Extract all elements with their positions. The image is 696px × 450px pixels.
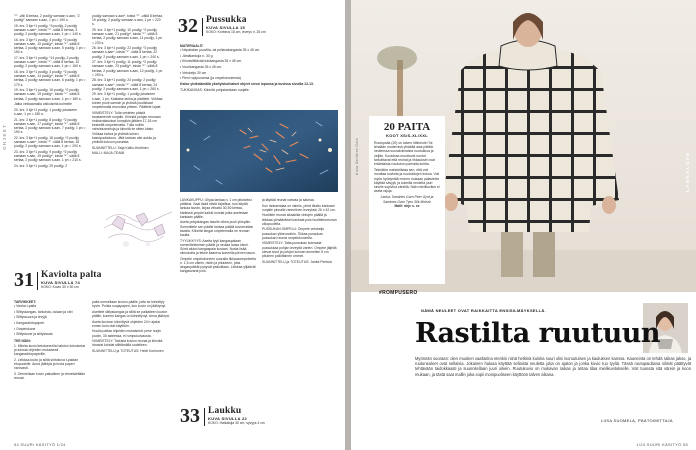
section-32-note: Katso yhdistämällä yksityiskohtaiset ohjeet sivun lopussa ja kuvissa sivuilla 12-13. (180, 82, 314, 87)
section-32-column-a (180, 198, 256, 320)
paragraph: 23. krs: 3 kjn+1 puolijy, 9 puolijy, *2 puolijy samaan s.aan, 19 puolijy*, toista "*" -väliä 8 kertaa, 2 puolijy samaan s.aan, 1 pn = 210 s. (14, 149, 82, 163)
paragraph: 19. krs: 3 kjn+1 puolijy, 16 puolijy, *2 puolijy samaan s.aan, 15 puolijy*, toista "*" -väliä 8 kertaa, 2 puolijy samaan s.aan, 1 pn = 180 s. (14, 88, 82, 101)
section-33-subtitle: KUVA SIVULLA 22 (208, 416, 248, 421)
item-description-2: Tekniikka mahdollistaa sen, että voit muuttaa kuvioita ja ruudukkojen kokoa. Voit myös hyödyntää monen mukaan palautetta käyttää sävyjä, ja kokeilla neuleita juuri sinulle sopivina väreillä. Näin mielikuvitus ei aseta rajoja. (374, 168, 440, 194)
section-33-header (208, 406, 338, 425)
paragraph: ja täyttää reunat vahvaa ja sakeaa. (262, 198, 315, 202)
paragraph: VIIMEISTELY: Taita pussukan kulmasta pussukkaa pohjan leveyttä varten. Ompele jäljellä olevat sivut ja pohjan kulmat ommellen 5 cm pituinen poikittainen ommel. (262, 241, 337, 258)
paragraph: PUSSUKAN OMPELU: Ompele vetoketju pussukan yläreunoihin. Tikkaa pussukan pussukan reunat ompelukoneella. (262, 227, 325, 240)
side-label-right: LANKALOVE (685, 151, 690, 192)
paragraph: • Silityssuora ja levyjä (14, 315, 47, 320)
paragraph: 17. krs: 3 kjn+1 puolijy, *14 puolijy, 2 puolijy samaan s.aan*, toista "*" -väliä 8 kertaa, 10 puolijy, 2 puolijy samaan s.aan, 1 pn = 160 s. (14, 56, 82, 69)
section-31-column-1 (14, 300, 88, 438)
paragraph: 2. Leikkaa kuvio ja silitä siirtokuva t-paidan etupuolelle. Anna jäähtyä ja irrota paperi varovasti. (14, 357, 79, 370)
right-page (351, 0, 696, 450)
item-sizes: KOOT XS/S-XL/XXL (386, 133, 428, 138)
teehan-heading: TEE NÄIN: (14, 339, 31, 344)
paragraph: MALLI: MAJA-TEAMI (92, 151, 125, 156)
tarvikkeet-list (14, 304, 88, 336)
paragraph: Aseta kuvioon kiinnittyvä ohjeiden 24 h ajaksi ennen kuin otat käyttöön. (92, 319, 161, 328)
tarvikkeet-heading: TARVIKKEET: (14, 300, 37, 304)
section-33-number: 33 (180, 405, 200, 427)
paragraph: Aseta pohjakangas tasolle oikea puoli ylöspäin. Sommittele sen päälle lankaa pätkiä toivomallasi tavalla. Kiinnitä langat ompelemalla ne reunan kautta. (180, 220, 253, 238)
section-32-title: Pussukka (206, 15, 247, 25)
paragraph: VIIMEISTELY: Tulla cestelen päistä taustamerivit nurjalle. Kiinnitä pohjan reunaan rinkkavalasokori kumpikin jättäen 17-18 cm keskeltä ompelematta. Tulla noihin vahvistusrahoja ja kiinnitä se sitten käsin. Virkkaa kahva ja yhdistä toisen kassipuoliskoon. Jätä kahvan alle aukko ja yhdistä kokoon punaista. (92, 110, 161, 145)
paragraph: • Ompelukone (14, 326, 36, 331)
section-32-number: 32 (178, 15, 198, 37)
instructions-column-1 (14, 14, 86, 264)
paragraph: 27. krs: 3 kjn+1 puolijy, 11 puolijy, *2 puolijy samaan s.aan, 23 puolijy*, toista "*" -väliä 8 kertaa, 2 puolijy samaan s.aan, 12 puolijy, 1 pn = 250 s. (92, 60, 163, 77)
item-description: Ruutupaita (20) on talven hittineule! Se lehdään modernisti ylhäältä alas pitkillä neuleessa suorakulmaista ruudukkoa ja neljän. Kuvioissa muuttuvat ruudut tarkoittavat että reuhat ja rikkaukset ovat eräänlaisia ruudukon parhaita kohtia. (374, 141, 435, 167)
paragraph: • Silityskangas, tarkoista, osiaan ja väri (14, 309, 73, 314)
paragraph: 28. krs: 3 kjn+1 puolijy, 24 puolijy, 2 puolijy samaan s.aan*, toista "*" -väliä 8 kertaa, 24 puolijy, 2 puolijy samaan s.aan, 1 pn = 260 s. (92, 78, 160, 91)
section-31-column-2 (92, 300, 170, 438)
paragraph: • Kangassiirtopaperi (14, 320, 45, 325)
paragraph: Huolla paitaa ohjeiden mukaisesti: pese nurjin puolin, 30 asteessa, ei rumpukuivausta. (92, 329, 161, 338)
paragraph: 16. krs: 3 kjn+1 puolijy, 4 puolijy, *2 puolijy samaan s.aan, 10 puolijy*, toista "*" -väliä 8 kertaa, 2 puolijy samaan s.aan, 5 puolijy, 1 pn = 150 s. (14, 37, 86, 55)
section-33-title: Laukku (208, 406, 242, 416)
paragraph: Asettele silityskangas ja silitä se paikalleen kuvion päälle, kunnes kangas on kiinnittynyt. Anna jäähtyä. (92, 309, 170, 318)
paragraph: Jatka virkkaamalla valkoisella kolmelle (14, 102, 72, 107)
teehan-list (14, 344, 88, 380)
paragraph: 26. krs: 3 kjn+1 puolijy, 22 puolijy, *2 puolijy samaan s.aan*, toista "*" -väliä 8 kertaa, 22 puolijy, 2 puolijy samaan s.aan, 1 pn = 240 s. (92, 46, 160, 59)
paragraph: 29. krs: 3 kjn+1 puolijy, 1 puolijy jokaiseen s.aan, 1 pn. Katkaise lanka ja päättele. Virkkaa toinen puoli samoin ja yhdistä puolikkaat ompelemalla reunoista yhteen. Päättele lojale. (92, 92, 163, 110)
paragraph: • Jämälankoja n. 30 g. (180, 53, 214, 58)
pouch-photo (180, 110, 338, 192)
paragraph: 3. Ommellaan kuvio paikalleen ja viimeistellään reunat. (14, 371, 86, 380)
left-page (0, 0, 345, 450)
paragraph: 24. krs: 3 kjn+1 puolijy, 29 puolijy, 2 (14, 163, 68, 168)
paragraph: • Silityskone ja silityslauta (14, 332, 53, 337)
section-32-column-b (262, 198, 338, 320)
paragraph: • Pieni rupipunansa (ja ompelukoneesta). (180, 76, 242, 81)
section-31-header (41, 270, 161, 289)
section-32-size: KOKO: Korkeus 18 cm, leveys n. 26 cm (206, 30, 266, 34)
paragraph: "*" -väli 8 kertaa, 2 puolijy samaan s.aan, "2 puolijy" samaan s.aan, 1 pn = 190 s. (14, 14, 80, 23)
yarn-credit: Lanka: Sandnes Garn Peer Gynt ja Sandnes Garn Tynn Silk Mohair (380, 195, 434, 204)
article-title: Rastilta ruutuun (415, 318, 660, 349)
right-folio: 1/24 SUURI KÄSITYÖ 55 (636, 442, 688, 447)
section-33-size: KOKO: Halkaisija 30 cm, syvyys 4 cm (208, 421, 265, 425)
fabric-note: TUKIKANGAS: Kiinnitä pohjakankaan nurjalle. (180, 87, 250, 92)
paragraph: SUUNNITTELU: Taija Kallio-Huhtinen (92, 145, 149, 150)
section-31-title: Kaviolta palta (41, 270, 102, 280)
pattern-ref: Malli: ohje s. xx (394, 203, 420, 208)
editorial-body: Myönnän suoraan: olen muotien vaaltarina etenkin niinä hetkinä kuinka suuri olisi isoruutuisen ja kauluksen kanssa. Kauneinta on tehdä raikas jakso, ja ruutuneuleet ovat sellaisia. Jokainen haluaa käyttää sellaista neuletta joka on ajaton ja jonka kuvio tuo tyyliä. Tässä ruutupaidassa silmät päättyvät tehtävään taidokkaasti ja suunnitellaan juuri oikein. Ruutukuvio on mukavan raikas ja antaa tilaa mielikuvitukselle. Voit tuunata sitä värein ja koon mukaan, ja tästä saat mallin joka sopii monipuoliseen käyttöön talven aikana. (415, 356, 691, 377)
paragraph: Huolitele reunat siksakilla virkojen päältä ja leikkaa ylimääräiset kankaat pois huolittelureunan ulkopuolelta. (262, 213, 337, 226)
paragraph: Ompele ompelukoneen suoralla tikkausompeleella n. 1,5 cm välein, ristiin ja pituuteen, jotta langanpätkät pysyvät paikoillaan. Leikkaa ylijäävät kangasvarat pois. (180, 256, 256, 274)
paragraph: 15. krs: 3 kjn+1 puolijy, *3 puolijy, 2 puolijy samaan s.aan*, toista "*" -väliä 8 kertaa, 3 puolijy, 2 puolijy samaan s.aan, 1 pn = 140 s. (14, 23, 82, 37)
section-32-header (206, 15, 336, 34)
intro-line: NÄMÄ NEULEET OVAT RAIKKAITTA ENSISILMÄYKSELLÄ. (421, 308, 546, 313)
materials-heading: MATERIAALIT: (180, 44, 204, 48)
hashtag: #ROMPUSERO (379, 290, 418, 296)
paragraph: • Nepalakse puuvilla- tai pellavakangasta 35 x 45 cm. (180, 48, 261, 53)
materials-block (180, 44, 335, 100)
paragraph: • Vanha t-paita (14, 304, 37, 309)
section-32-subtitle: KUVA SIVULLA 15 (206, 25, 246, 30)
paragraph: SUUNNITTELU ja TOTEUTUS: Heidi Korhonen (92, 348, 164, 353)
paragraph: • Vuorikangasta 35 x 45 cm. (180, 64, 223, 69)
paragraph: 22. krs: 3 kjn+1 puolijy, 18 puolijy, *2 puolijy samaan s.aan*, toista "*" -väliä 8 kertaa, 18 puolijy, 2 puolijy samaan s.aan, 1 pn = 200 s. (14, 135, 82, 149)
paragraph: 25. krs: 3 kjn+1 puolijy, 10 puolijy, *2 puolijy samaan s.aan, 21 puolijy*, toista "*" -väliä 8 kertaa, 2 puolijy samaan s.aan, 11 puolijy, 1 pn = 230 s. (92, 28, 163, 45)
paragraph: puolijy samaan s.aan*, toista "*" -väliä 8 kertaa, 19 puolijy, 2 puolijy samaan s.aan, 1 pn = 220 s. (92, 14, 164, 27)
shirt-illustration (100, 198, 175, 256)
signature: LIISA SUOMELA, PÄÄTOIMITTAJA (601, 418, 673, 423)
paragraph: 21. krs: 3 kjn+1 puolijy, 8 puolijy, *2 puolijy samaan s.aan, 17 puolijy*, toista "*" -väliä 8 kertaa, 2 puolijy samaan s.aan, 7 puolijy, 1 pn = 190 s. (14, 117, 86, 135)
section-31-size: KOKO: Kuvio 30 x 30 cm (41, 285, 79, 289)
paragraph: Kun lankamalaa on valmis, piirrä tikattu kankaan nurjalle pinnalle rannelinen leveyksin 26 x 42 cm. (262, 203, 336, 212)
paragraph: 20. krs: 3 kjn+1 puolijy, 1 puolijy jokaiseen s.aan, 1 pn = 180 s. (14, 107, 77, 116)
left-folio: 54 SUURI KÄSITYÖ 1/24 (14, 442, 66, 447)
photo-credit: Kuva Sandnes Garn (355, 137, 359, 175)
paragraph: • Kiinnisilittävää tukikangasta 35 x 45 cm. (180, 59, 243, 64)
paragraph: SUUNNITTELU ja TOTEUTUS: Janita Pentula (262, 259, 332, 264)
side-label-left: OHJEET (2, 123, 7, 150)
paragraph: 1. Mitoita kuvio tietokoneella halutun kokoiseksi ja tulosta ohjeiden mukaisesti kangassiirtopaperille. (14, 343, 86, 356)
paragraph: • Vetoketju 30 cm. (180, 70, 208, 75)
paragraph: VIIMEISTELY: Tarkista kuvion reunat ja kiinnitä irtoavat kohdat silittämällä uudelleen. (92, 339, 163, 348)
paragraph: 18. krs: 3 kjn+1 puolijy, 3 puolijy, *2 puolijy samaan s.aan, 14 puolijy*, toista "*" -väliä 8 kertaa, 2 puolijy samaan s.aan, 6 puolijy, 1 pn = 170 s. (14, 70, 86, 87)
paragraph: LANKAKUPPU: Ohjaa lankaa n. 1 cm pituiseksi pätkiksi. Saat lisää niistä kirjailtua, kun käytät lankaa tavoin, kirjaa virkattu 30-50 kertaa, kädessä ympäri kaikki kohdat jotka asetetaan kankaan päälle. (180, 198, 252, 219)
paragraph: paita ommellaan kuvion päälle, jotta se kiinnittyy hyvin. Poista suojapaperi, kun kuvio on jäähtynyt. (92, 300, 167, 309)
product-card (369, 116, 445, 284)
item-number: 20 (383, 121, 395, 133)
materials-list (180, 48, 335, 80)
item-title: PAITA (397, 121, 431, 133)
section-31-subtitle: KUVA SIVULLA 74 (41, 280, 81, 285)
section-31-number: 31 (14, 269, 34, 291)
paragraph: TYYLIKKYYS: Asetta tyyli kangaspalaan sommittelemisen päälle ja neulaa lanka kiinni. Siirrä aluksi kangaspala kuvaan. Nosta lisää silmukoita ja tekee kaareva koneella pienen tason. (180, 238, 256, 256)
